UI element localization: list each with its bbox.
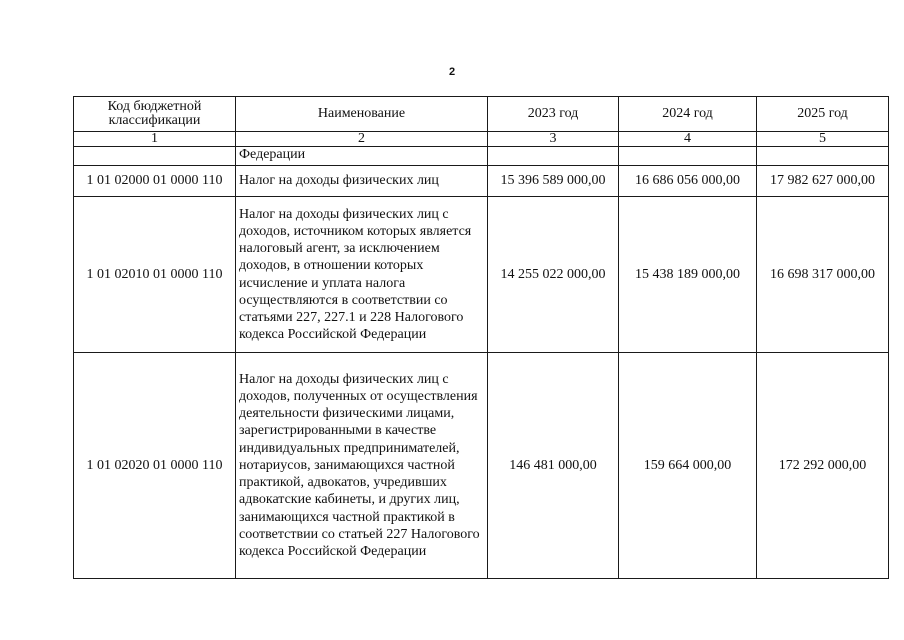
item-name: Налог на доходы физических лиц — [236, 166, 488, 197]
amount-2025: 17 982 627 000,00 — [757, 166, 889, 197]
amount-2024: 15 438 189 000,00 — [619, 197, 757, 353]
amount-2024: 16 686 056 000,00 — [619, 166, 757, 197]
table-row — [74, 353, 889, 579]
amount-2025: 16 698 317 000,00 — [757, 197, 889, 353]
empty-cell — [757, 147, 889, 166]
table-header-row — [74, 97, 889, 132]
item-name: Налог на доходы физических лиц с доходов, полученных от осуществления деятельности физическими лицами, зарегистрированными в качестве индивидуальных предпринимателей, нотариусов, занимающихся частной практикой, адвокатов, учредивших адвокатские кабинеты, и других лиц, занимающихся частной практикой в соответствии со статьей 227 Налогового кодекса Российской Федерации — [236, 353, 488, 579]
column-number-row — [74, 132, 889, 147]
header-code: Код бюджетной классификации — [74, 97, 236, 132]
column-number: 5 — [757, 132, 889, 147]
budget-code: 1 01 02010 01 0000 110 — [74, 197, 236, 353]
column-number: 1 — [74, 132, 236, 147]
amount-2023: 14 255 022 000,00 — [488, 197, 619, 353]
page-number: 2 — [448, 66, 456, 78]
continuation-text: Федерации — [236, 147, 488, 166]
column-number: 3 — [488, 132, 619, 147]
amount-2024: 159 664 000,00 — [619, 353, 757, 579]
item-name: Налог на доходы физических лиц с доходов, источником которых является налоговый агент, за исключением доходов, в отношении которых исчисление и уплата налога осуществляются в соответствии со статьями 227, 227.1 и 228 Налогового кодекса Российской Федерации — [236, 197, 488, 353]
empty-cell — [74, 147, 236, 166]
budget-revenue-table — [73, 96, 889, 579]
amount-2025: 172 292 000,00 — [757, 353, 889, 579]
empty-cell — [619, 147, 757, 166]
header-2025: 2025 год — [757, 97, 889, 132]
continuation-row — [74, 147, 889, 166]
budget-code: 1 01 02000 01 0000 110 — [74, 166, 236, 197]
budget-code: 1 01 02020 01 0000 110 — [74, 353, 236, 579]
header-name: Наименование — [236, 97, 488, 132]
empty-cell — [488, 147, 619, 166]
table-row — [74, 197, 889, 353]
header-2023: 2023 год — [488, 97, 619, 132]
amount-2023: 15 396 589 000,00 — [488, 166, 619, 197]
header-2024: 2024 год — [619, 97, 757, 132]
table-row — [74, 166, 889, 197]
amount-2023: 146 481 000,00 — [488, 353, 619, 579]
column-number: 2 — [236, 132, 488, 147]
column-number: 4 — [619, 132, 757, 147]
